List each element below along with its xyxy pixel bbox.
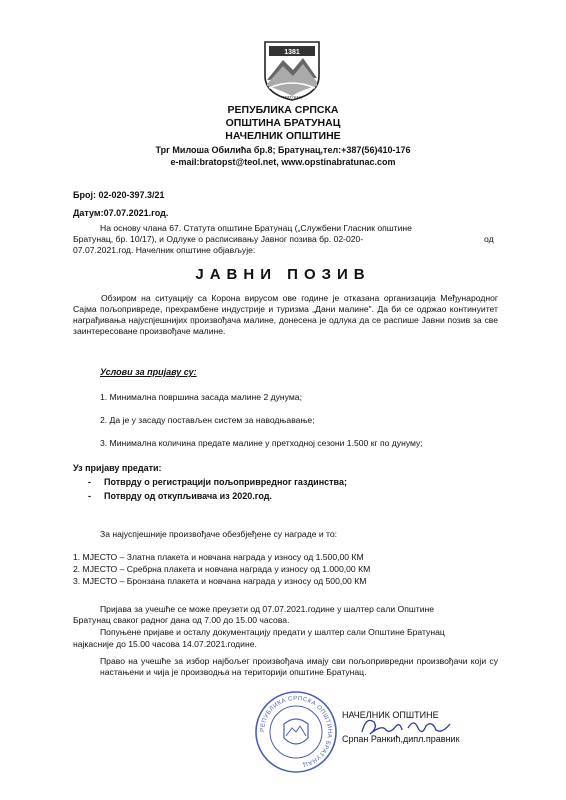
- logo-name-text: БРАТУНАЦ: [282, 95, 302, 100]
- submit-item-1: Потврду о регистрацији пољопривредног газдинства;: [104, 477, 347, 487]
- awards-intro: За најуспјешније произвођаче обезбјеђене су награде и то:: [100, 529, 338, 539]
- logo-year-text: 1381: [284, 49, 300, 56]
- stamp-ring-text: РЕПУБЛИКА СРПСКА ОПШТИНА БРАТУНАЦ: [259, 695, 333, 768]
- paragraph-context: Обзиром на ситуацију са Корона вирусом ове године је отказана организација Међународног Сајма пољопривреде, прехрамбене индустрије и туризма „Дани малине". Да би се одржао континуитет награђивања најуспјешнијих произвођача малине, донесена је одлука да се распише Јавни позив за све заинтересоване произвођаче малине.: [73, 293, 498, 336]
- signatory-name: Српан Ранкић,дипл.правник: [342, 734, 460, 744]
- header-address: Трг Милоша Обилића бр.8; Братунац,тел:+387(56)410-176: [155, 145, 411, 155]
- document-number: Број: 02-020-397.3/21: [73, 190, 165, 200]
- document-title: ЈАВНИ ПОЗИВ: [195, 266, 371, 283]
- document-date: Датум:07.07.2021.год.: [73, 208, 169, 218]
- condition-item-2: 2. Да је у засаду постављен систем за наводњавање;: [100, 415, 315, 425]
- condition-item-3: 3. Минимална количина предате малине у претходној сезони 1.500 кг по дунуму;: [100, 438, 423, 448]
- signature-role: НАЧЕЛНИК ОПШТИНЕ: [342, 710, 439, 720]
- submit-bullet-2: -: [88, 491, 91, 501]
- apply-line-2: Братунац сваког радног дана од 7.00 до 15.00 часова.: [73, 615, 290, 625]
- header-municipality: ОПШТИНА БРАТУНАЦ: [225, 117, 341, 129]
- award-second-place: 2. МЈЕСТО – Сребрна плакета и новчана награда у износу од 1.000,00 КМ: [73, 564, 371, 574]
- submit-heading: Уз пријаву предати:: [73, 463, 162, 473]
- municipality-coat-of-arms-logo: [261, 38, 323, 102]
- award-third-place: 3. МЈЕСТО – Бронзана плакета и новчана награда у износу од 500,00 КМ: [73, 576, 367, 586]
- intro-line-3: 07.07.2021.год. Начелник општине објављује:: [73, 245, 256, 255]
- intro-line-2: Братунац, бр. 10/17), и Одлуке о расписивању Јавног позива бр. 02-020-: [73, 234, 364, 244]
- conditions-heading: Услови за пријаву су:: [100, 367, 197, 377]
- header-contact: e-mail:bratopst@teol.net, www.opstinabratunac.com: [170, 157, 396, 167]
- intro-line-1: На основу члана 67. Статута општине Братунац („Службени Гласник општине: [100, 223, 412, 233]
- submit-bullet-1: -: [88, 477, 91, 487]
- condition-item-1: 1. Минимална површина засада малине 2 дунума;: [100, 392, 302, 402]
- apply-line-1: Пријава за учешће се може преузети од 07.07.2021.године у шалтер сали Општине: [100, 604, 435, 614]
- apply-line-4: најкасније до 15.00 часова 14.07.2021.године.: [73, 639, 257, 649]
- award-first-place: 1. МЈЕСТО – Златна плакета и новчана награда у износу од 1.500,00 КМ: [73, 552, 364, 562]
- header-mayor: НАЧЕЛНИК ОПШТИНЕ: [225, 130, 341, 142]
- header-republic: РЕПУБЛИКА СРПСКА: [227, 104, 339, 116]
- eligibility-paragraph: Право на учешће за избор најбољег произвођача имају сви пољопривредни произвођачи који су настањени и чија је производња на територији општине Братунац.: [100, 656, 498, 677]
- official-stamp-seal: [254, 690, 338, 774]
- submit-item-2: Потврду од откупљивача из 2020.год.: [104, 491, 272, 501]
- apply-line-3: Попуњене пријаве и осталу документацију предати у шалтер сали Општине Братунац: [100, 627, 445, 637]
- intro-line-2-gap: од: [484, 234, 494, 244]
